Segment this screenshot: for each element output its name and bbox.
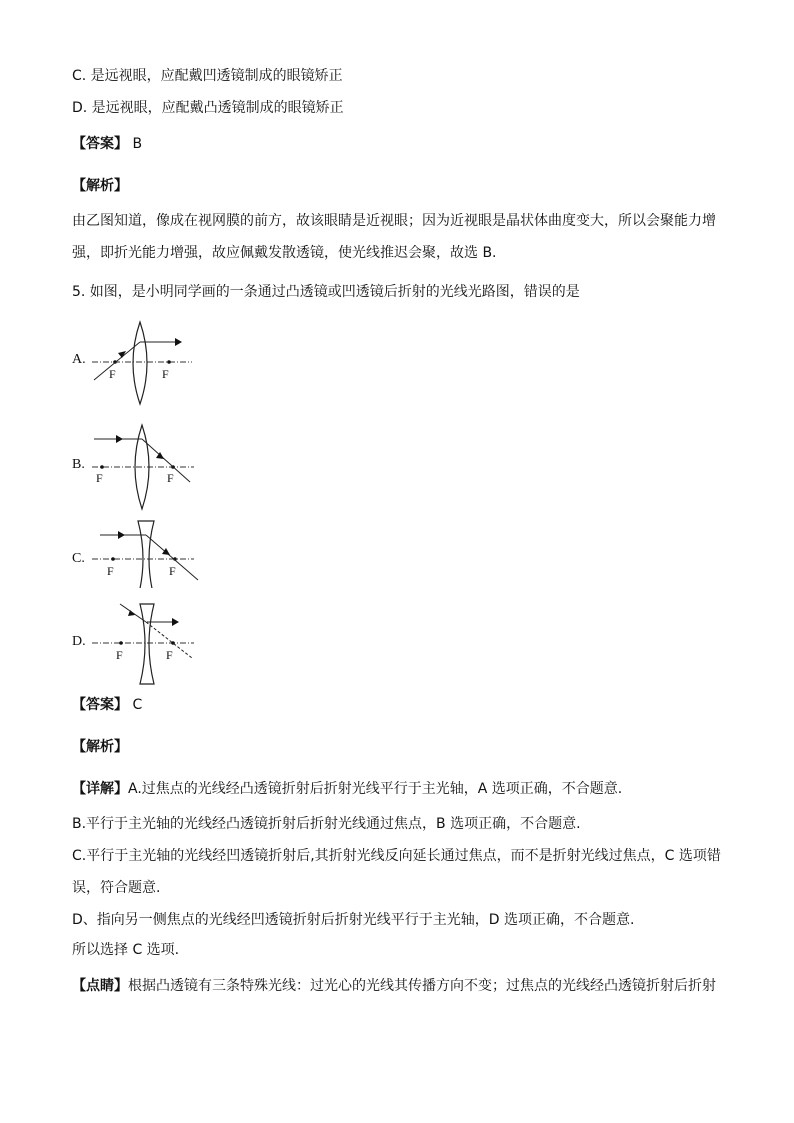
concave-lens <box>140 604 154 684</box>
q5-answer <box>72 695 142 715</box>
option-b-label: B. <box>72 457 85 472</box>
q5-detail-d: D、指向另一侧焦点的光线经凹透镜折射后折射光线平行于主光轴，D 选项正确，不合题意. <box>72 912 635 928</box>
arrow-head <box>116 435 123 443</box>
arrow-head <box>172 618 179 626</box>
arrow-head <box>128 610 135 616</box>
q5-comment <box>72 976 716 996</box>
q5-stem: 5. 如图，是小明同学画的一条通过凸透镜或凹透镜后折射的光线光路图，错误的是 <box>72 284 580 300</box>
comment-tag: 【点睛】 <box>72 978 128 994</box>
answer-value: C <box>132 697 143 713</box>
answer-tag: 【答案】 <box>72 697 128 713</box>
focal-point-left <box>111 557 115 561</box>
answer-value: B <box>132 136 143 152</box>
focus-label-left: F <box>107 564 114 578</box>
option-b-diagram <box>80 420 210 515</box>
focal-point-right <box>167 360 171 364</box>
detail-a-text: A.过焦点的光线经凸透镜折射后折射光线平行于主光轴，A 选项正确，不合题意. <box>128 781 623 797</box>
q5-detail-b: B.平行于主光轴的光线经凸透镜折射后折射光线通过焦点，B 选项正确，不合题意. <box>72 816 581 832</box>
focal-point-left <box>119 641 123 645</box>
focus-label-right: F <box>169 564 176 578</box>
concave-lens <box>138 521 154 588</box>
option-a-diagram <box>80 318 210 408</box>
q5-detail-c-line2: 误，符合题意. <box>72 880 161 896</box>
q4-analysis-tag: 【解析】 <box>72 178 128 194</box>
comment-text: 根据凸透镜有三条特殊光线：过光心的光线其传播方向不变；过焦点的光线经凸透镜折射后折射 <box>128 978 716 994</box>
arrow-head <box>162 548 170 555</box>
convex-lens <box>133 322 147 404</box>
option-a-label: A. <box>72 352 86 367</box>
option-d-label: D. <box>72 634 86 649</box>
q4-analysis-line1: 由乙图知道，像成在视网膜的前方，故该眼睛是近视眼；因为近视眼是晶状体曲度变大，所以会聚能力增 <box>72 213 716 229</box>
option-c-label: C. <box>72 551 85 566</box>
option-d-diagram <box>80 600 210 690</box>
focus-label-right: F <box>162 367 169 381</box>
q5-detail-a <box>72 779 622 799</box>
focus-label-left: F <box>96 471 103 485</box>
q5-conclusion: 所以选择 C 选项. <box>72 942 180 958</box>
focus-label-left: F <box>109 367 116 381</box>
q5-detail-c-line1: C.平行于主光轴的光线经凹透镜折射后,其折射光线反向延长通过焦点，而不是折射光线过焦点，C 选项错 <box>72 848 721 864</box>
focal-point-left <box>100 465 104 469</box>
option-d-prev: D. 是远视眼，应配戴凸透镜制成的眼镜矫正 <box>72 100 344 116</box>
answer-tag: 【答案】 <box>72 136 128 152</box>
focus-label-left: F <box>116 648 123 662</box>
option-c-diagram <box>80 518 210 588</box>
focus-label-right: F <box>167 471 174 485</box>
q5-analysis-tag: 【解析】 <box>72 739 128 755</box>
option-c-prev: C. 是远视眼，应配戴凹透镜制成的眼镜矫正 <box>72 68 343 84</box>
arrow-head <box>118 531 125 539</box>
focus-label-right: F <box>166 648 173 662</box>
detail-tag: 【详解】 <box>72 781 128 797</box>
q4-answer <box>72 134 142 154</box>
q4-analysis-line2: 强，即折光能力增强，故应佩戴发散透镜，使光线推迟会聚，故选 B. <box>72 245 497 261</box>
arrow-head <box>175 338 182 346</box>
